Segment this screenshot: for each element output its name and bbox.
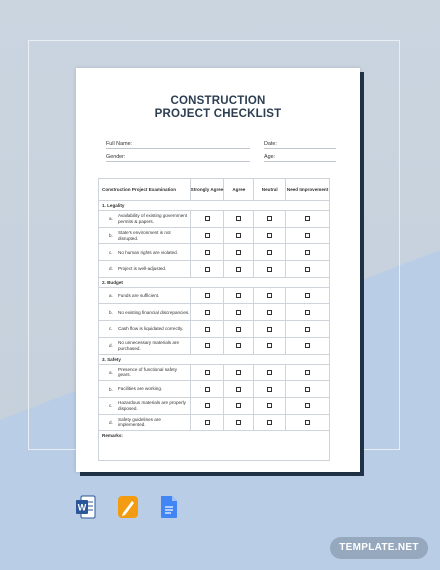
checkbox[interactable] bbox=[267, 403, 272, 408]
checkbox-cell bbox=[254, 381, 286, 398]
checkbox[interactable] bbox=[305, 310, 310, 315]
checkbox-cell bbox=[224, 244, 254, 261]
checkbox-cell bbox=[224, 287, 254, 304]
template-net-badge[interactable]: TEMPLATE.NET bbox=[330, 537, 428, 559]
column-header: Construction Project Examination bbox=[99, 179, 191, 201]
column-header: Agree bbox=[224, 179, 254, 201]
checkbox-cell bbox=[254, 227, 286, 244]
checkbox-cell bbox=[224, 321, 254, 338]
checkbox[interactable] bbox=[267, 250, 272, 255]
checkbox[interactable] bbox=[305, 370, 310, 375]
item-letter: c. bbox=[109, 403, 113, 409]
table-row bbox=[99, 287, 330, 304]
item-cell bbox=[99, 364, 191, 381]
table-row bbox=[99, 381, 330, 398]
checkbox[interactable] bbox=[205, 310, 210, 315]
checkbox[interactable] bbox=[236, 267, 241, 272]
checkbox[interactable] bbox=[305, 420, 310, 425]
checkbox-cell bbox=[254, 244, 286, 261]
date-field[interactable]: Date: bbox=[264, 140, 336, 149]
checkbox-cell bbox=[224, 261, 254, 278]
item-cell bbox=[99, 287, 191, 304]
table-header-row bbox=[99, 179, 330, 201]
personal-info-fields bbox=[98, 140, 338, 170]
item-letter: c. bbox=[109, 326, 113, 332]
checkbox[interactable] bbox=[267, 387, 272, 392]
checkbox-cell bbox=[224, 337, 254, 354]
checkbox-cell bbox=[286, 414, 330, 431]
checkbox[interactable] bbox=[305, 233, 310, 238]
checkbox[interactable] bbox=[205, 370, 210, 375]
checkbox-cell bbox=[190, 397, 224, 414]
table-row bbox=[99, 397, 330, 414]
checkbox[interactable] bbox=[205, 420, 210, 425]
table-row bbox=[99, 321, 330, 338]
checkbox-cell bbox=[286, 211, 330, 228]
checkbox[interactable] bbox=[305, 293, 310, 298]
checkbox[interactable] bbox=[205, 267, 210, 272]
checkbox-cell bbox=[190, 227, 224, 244]
item-cell bbox=[99, 397, 191, 414]
checkbox-cell bbox=[286, 397, 330, 414]
checkbox[interactable] bbox=[236, 327, 241, 332]
checkbox[interactable] bbox=[267, 420, 272, 425]
checkbox[interactable] bbox=[205, 403, 210, 408]
checkbox[interactable] bbox=[267, 370, 272, 375]
checklist-table bbox=[98, 178, 330, 461]
remarks-row bbox=[99, 431, 330, 461]
checkbox[interactable] bbox=[305, 343, 310, 348]
checkbox[interactable] bbox=[205, 343, 210, 348]
checkbox[interactable] bbox=[205, 293, 210, 298]
gender-field[interactable]: Gender: bbox=[106, 153, 250, 162]
checkbox-cell bbox=[254, 397, 286, 414]
checkbox[interactable] bbox=[267, 267, 272, 272]
section-label: 1. Legality bbox=[99, 201, 330, 211]
checkbox-cell bbox=[190, 414, 224, 431]
checkbox[interactable] bbox=[305, 387, 310, 392]
word-icon[interactable] bbox=[76, 495, 96, 519]
checkbox[interactable] bbox=[267, 293, 272, 298]
checkbox-cell bbox=[254, 211, 286, 228]
section-label: 3. Safety bbox=[99, 354, 330, 364]
checkbox-cell bbox=[190, 364, 224, 381]
item-letter: b. bbox=[109, 386, 113, 392]
section-row bbox=[99, 354, 330, 364]
item-text: Funds are sufficient. bbox=[118, 292, 160, 298]
checkbox-cell bbox=[224, 304, 254, 321]
item-cell bbox=[99, 227, 191, 244]
checkbox-cell bbox=[224, 381, 254, 398]
checkbox[interactable] bbox=[267, 327, 272, 332]
section-label: 2. Budget bbox=[99, 277, 330, 287]
checkbox[interactable] bbox=[267, 233, 272, 238]
checkbox[interactable] bbox=[236, 310, 241, 315]
checkbox[interactable] bbox=[305, 250, 310, 255]
checkbox[interactable] bbox=[305, 216, 310, 221]
checkbox-cell bbox=[190, 261, 224, 278]
item-text: State's environment is not disrupted. bbox=[118, 230, 171, 241]
checkbox-cell bbox=[254, 414, 286, 431]
item-cell bbox=[99, 211, 191, 228]
checkbox-cell bbox=[286, 321, 330, 338]
checkbox[interactable] bbox=[205, 327, 210, 332]
checkbox-cell bbox=[224, 364, 254, 381]
google-docs-icon[interactable] bbox=[159, 495, 179, 519]
item-letter: d. bbox=[109, 266, 113, 272]
checkbox[interactable] bbox=[236, 370, 241, 375]
checkbox[interactable] bbox=[305, 403, 310, 408]
checkbox[interactable] bbox=[205, 233, 210, 238]
table-row bbox=[99, 211, 330, 228]
checkbox[interactable] bbox=[267, 343, 272, 348]
checkbox[interactable] bbox=[236, 387, 241, 392]
item-text: Cash flow is liquidated correctly. bbox=[118, 326, 184, 332]
checkbox[interactable] bbox=[236, 403, 241, 408]
item-text: Project is well-adjusted. bbox=[118, 266, 167, 272]
item-cell bbox=[99, 337, 191, 354]
checkbox[interactable] bbox=[267, 216, 272, 221]
column-header: Strongly Agree bbox=[190, 179, 224, 201]
document-title-line1: CONSTRUCTION bbox=[170, 95, 266, 107]
checkbox-cell bbox=[224, 227, 254, 244]
full-name-field[interactable]: Full Name: bbox=[106, 140, 250, 149]
checkbox[interactable] bbox=[205, 387, 210, 392]
checkbox-cell bbox=[254, 321, 286, 338]
item-text: No human rights are violated. bbox=[118, 249, 179, 255]
item-text: No existing financial discrepancies. bbox=[118, 309, 190, 315]
checkbox-cell bbox=[286, 287, 330, 304]
table-row bbox=[99, 337, 330, 354]
checkbox[interactable] bbox=[205, 216, 210, 221]
item-letter: a. bbox=[109, 369, 113, 375]
checkbox[interactable] bbox=[305, 327, 310, 332]
checkbox-cell bbox=[254, 261, 286, 278]
item-text: Availability of existing government permits & papers. bbox=[118, 213, 188, 224]
checkbox[interactable] bbox=[205, 250, 210, 255]
checkbox-cell bbox=[224, 397, 254, 414]
item-cell bbox=[99, 244, 191, 261]
item-cell bbox=[99, 321, 191, 338]
checkbox-cell bbox=[254, 287, 286, 304]
item-cell bbox=[99, 381, 191, 398]
item-cell bbox=[99, 261, 191, 278]
pages-icon[interactable] bbox=[118, 495, 138, 519]
column-header: Need Improvement bbox=[286, 179, 330, 201]
item-letter: a. bbox=[109, 293, 113, 299]
item-letter: b. bbox=[109, 233, 113, 239]
table-row bbox=[99, 414, 330, 431]
checkbox-cell bbox=[190, 381, 224, 398]
table-row bbox=[99, 261, 330, 278]
section-row bbox=[99, 277, 330, 287]
checkbox[interactable] bbox=[236, 343, 241, 348]
checkbox-cell bbox=[224, 414, 254, 431]
checkbox-cell bbox=[190, 304, 224, 321]
checkbox-cell bbox=[190, 211, 224, 228]
item-letter: c. bbox=[109, 249, 113, 255]
table-row bbox=[99, 304, 330, 321]
checkbox[interactable] bbox=[236, 420, 241, 425]
checkbox-cell bbox=[224, 211, 254, 228]
section-row bbox=[99, 201, 330, 211]
checkbox-cell bbox=[254, 304, 286, 321]
item-letter: d. bbox=[109, 343, 113, 349]
table-row bbox=[99, 364, 330, 381]
checkbox[interactable] bbox=[236, 216, 241, 221]
item-text: No unnecessary materials are purchased. bbox=[118, 340, 180, 351]
checkbox-cell bbox=[190, 287, 224, 304]
checkbox[interactable] bbox=[305, 267, 310, 272]
item-cell bbox=[99, 414, 191, 431]
checkbox-cell bbox=[190, 244, 224, 261]
table-row bbox=[99, 244, 330, 261]
svg-text:W: W bbox=[77, 502, 87, 513]
checkbox-cell bbox=[286, 304, 330, 321]
checkbox-cell bbox=[190, 321, 224, 338]
item-cell bbox=[99, 304, 191, 321]
checkbox[interactable] bbox=[236, 250, 241, 255]
checkbox-cell bbox=[286, 381, 330, 398]
item-text: Presence of functional safety gears. bbox=[118, 366, 177, 378]
checkbox-cell bbox=[254, 364, 286, 381]
item-text: Facilities are working. bbox=[118, 386, 163, 392]
item-text: Safety guidelines are implemented. bbox=[118, 417, 161, 428]
table-row bbox=[99, 227, 330, 244]
item-text: Hazardous materials are properly disposed. bbox=[118, 400, 186, 411]
document-page bbox=[76, 68, 360, 472]
checkbox-cell bbox=[190, 337, 224, 354]
remarks-field[interactable]: Remarks: bbox=[99, 431, 330, 461]
checkbox-cell bbox=[286, 244, 330, 261]
item-letter: a. bbox=[109, 216, 113, 222]
checkbox-cell bbox=[254, 337, 286, 354]
age-field[interactable]: Age: bbox=[264, 153, 336, 162]
item-letter: b. bbox=[109, 309, 113, 315]
checkbox-cell bbox=[286, 364, 330, 381]
column-header: Neutral bbox=[254, 179, 286, 201]
checkbox-cell bbox=[286, 337, 330, 354]
checkbox[interactable] bbox=[236, 233, 241, 238]
checkbox-cell bbox=[286, 227, 330, 244]
document-title-line2: PROJECT CHECKLIST bbox=[154, 108, 282, 120]
checkbox[interactable] bbox=[267, 310, 272, 315]
item-letter: d. bbox=[109, 419, 113, 425]
checkbox[interactable] bbox=[236, 293, 241, 298]
checkbox-cell bbox=[286, 261, 330, 278]
